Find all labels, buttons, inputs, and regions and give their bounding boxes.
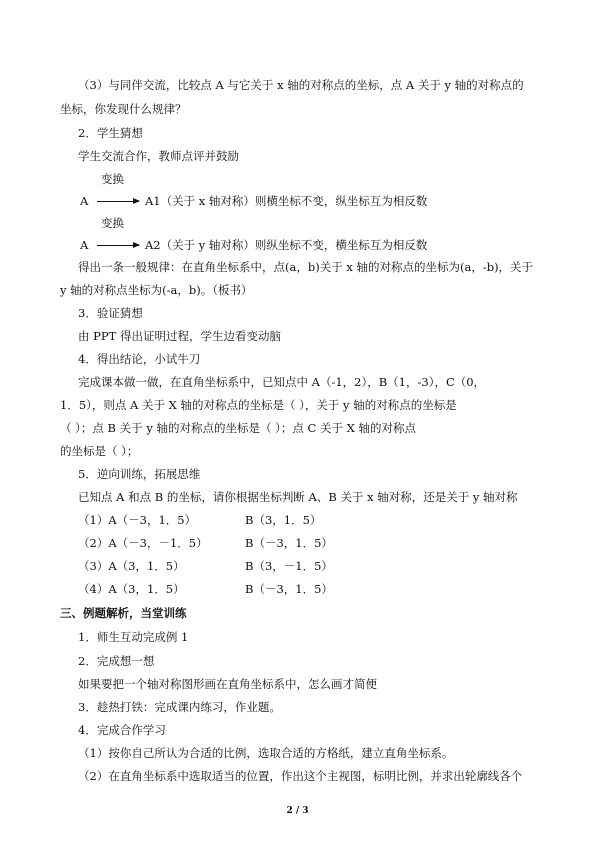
step5-title: 5．逆向训练，拓展思维 (78, 467, 201, 481)
section3-item-3: 3．趁热打铁：完成课内练习，作业题。 (78, 700, 281, 714)
step2-text: 学生交流合作，教师点评并鼓励 (78, 149, 239, 163)
pair-1-a: （1）A（－3，1．5） (78, 513, 197, 527)
transform-arrow-2 (97, 245, 139, 246)
section3-item-4-1: （1）按你自己所认为合适的比例，选取合适的方格纸，建立直角坐标系。 (78, 746, 454, 760)
transform-arrow-1 (97, 201, 139, 202)
page-number: 2 / 3 (286, 806, 309, 816)
pair-2-b: B（－3，1．5） (245, 536, 333, 550)
section3-item-2: 2．完成想一想 (78, 654, 155, 668)
exercise-line-2: 1．5），则点 A 关于 X 轴的对称点的坐标是（ ），关于 y 轴的对称点的坐标是 (60, 398, 457, 412)
section3-item-1: 1．师生互动完成例 1 (78, 630, 189, 644)
rule-line-1: 得出一条一般规律：在直角坐标系中，点(a，b)关于 x 轴的对称点的坐标为(a，-b)，关于 (78, 260, 534, 274)
pair-4-a: （4）A（3，1．5） (78, 582, 185, 596)
exercise-line-4: 的坐标是（ ）； (60, 444, 139, 458)
pair-4-b: B（－3，1．5） (245, 582, 333, 596)
q3-line-1: （3）与同伴交流，比较点 A 与它关于 x 轴的对称点的坐标，点 A 关于 y 轴的对称点的 (78, 78, 524, 92)
section3-item-2-text: 如果要把一个轴对称图形画在直角坐标系中，怎么画才简便 (78, 677, 377, 691)
pair-1-b: B（3，1．5） (245, 513, 322, 527)
transform-result-2: A2（关于 y 轴对称）则纵坐标不变，横坐标互为相反数 (145, 238, 428, 252)
step3-title: 3．验证猜想 (78, 306, 143, 320)
section3-item-4-2: （2）在直角坐标系中选取适当的位置，作出这个主视图，标明比例，并求出轮廓线各个 (78, 769, 523, 783)
pair-2-a: （2）A（－3，－1．5） (78, 536, 208, 550)
transform-result-1: A1（关于 x 轴对称）则横坐标不变，纵坐标互为相反数 (145, 194, 428, 208)
q3-line-2: 坐标，你发现什么规律？ (60, 102, 187, 116)
step3-text: 由 PPT 得出证明过程，学生边看变动脑 (78, 329, 281, 343)
pair-3-a: （3）A（3，1．5） (78, 559, 185, 573)
transform-label-1: 变换 (101, 172, 124, 186)
transform-a-1: A (80, 194, 89, 208)
exercise-line-3: （ ）；点 B 关于 y 轴的对称点的坐标是（ ）；点 C 关于 X 轴的对称点 (60, 421, 416, 435)
section3-heading: 三、例题解析，当堂训练 (60, 606, 187, 620)
transform-a-2: A (80, 238, 89, 252)
step2-title: 2．学生猜想 (78, 126, 143, 140)
step5-text: 已知点 A 和点 B 的坐标，请你根据坐标判断 A、B 关于 x 轴对称，还是关于 y 轴对称 (78, 490, 518, 504)
pair-3-b: B（3，－1．5） (245, 559, 333, 573)
step4-title: 4．得出结论，小试牛刀 (78, 352, 201, 366)
section3-item-4: 4．完成合作学习 (78, 723, 166, 737)
transform-label-2: 变换 (101, 216, 124, 230)
exercise-line-1: 完成课本做一做，在直角坐标系中，已知点中 A（-1，2），B（1，-3），C（0， (78, 375, 486, 389)
rule-line-2: y 轴的对称点坐标为(-a，b)。（板书） (60, 283, 253, 297)
